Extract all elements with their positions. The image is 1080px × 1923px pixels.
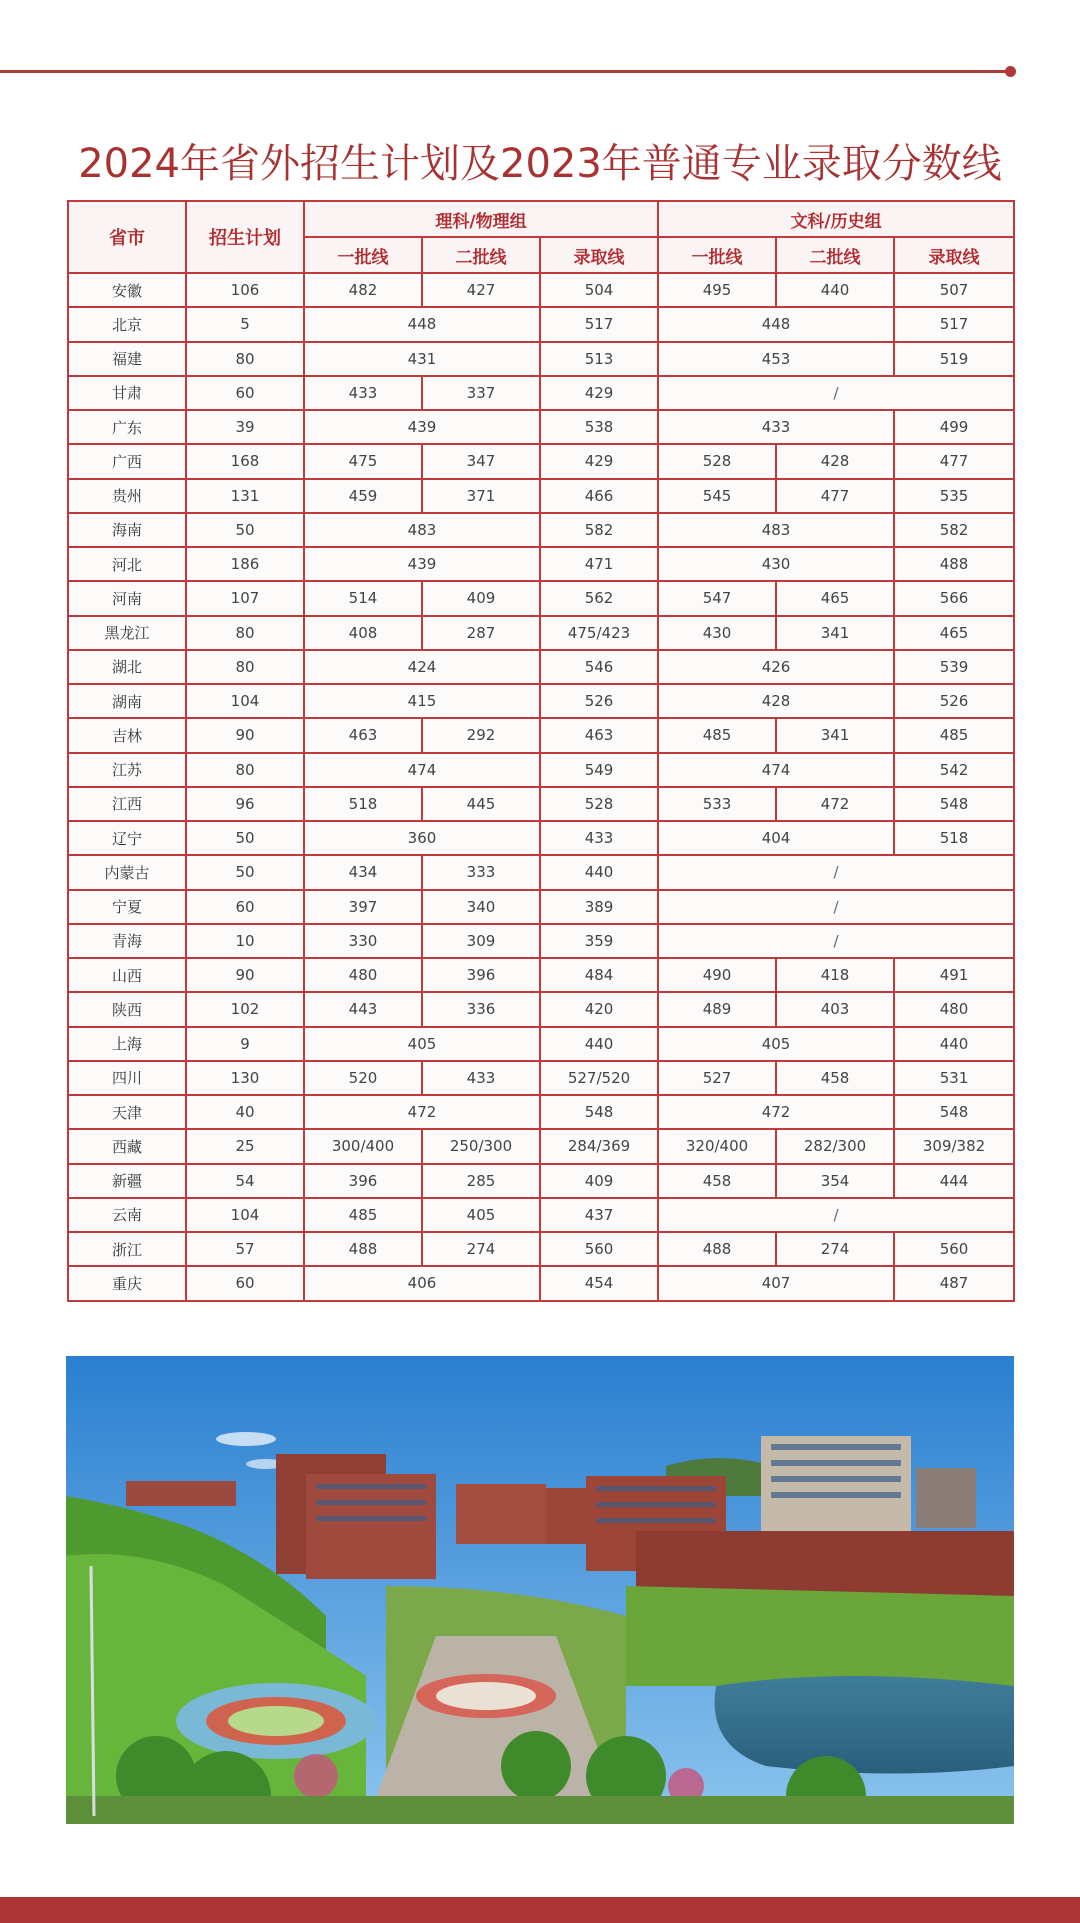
science-second-batch-cell: 333 <box>422 855 540 889</box>
arts-batch-line-cell: 426 <box>658 650 894 684</box>
plan-cell: 5 <box>186 307 304 341</box>
table-row <box>68 924 1014 958</box>
science-batch-line-cell: 424 <box>304 650 540 684</box>
arts-admission-cell: 487 <box>894 1266 1014 1300</box>
header-arts-admission: 录取线 <box>894 237 1014 273</box>
province-cell: 广东 <box>68 410 186 444</box>
science-admission-cell: 437 <box>540 1198 658 1232</box>
science-admission-cell: 284/369 <box>540 1129 658 1163</box>
arts-second-batch-cell: 477 <box>776 479 894 513</box>
plan-cell: 50 <box>186 821 304 855</box>
science-admission-cell: 546 <box>540 650 658 684</box>
province-cell: 吉林 <box>68 718 186 752</box>
science-admission-cell: 538 <box>540 410 658 444</box>
plan-cell: 104 <box>186 1198 304 1232</box>
table-row <box>68 616 1014 650</box>
plan-cell: 60 <box>186 376 304 410</box>
science-first-batch-cell: 443 <box>304 992 422 1026</box>
page-title: 2024年省外招生计划及2023年普通专业录取分数线 <box>78 141 1002 187</box>
science-second-batch-cell: 285 <box>422 1164 540 1198</box>
arts-admission-cell: 548 <box>894 787 1014 821</box>
plan-cell: 186 <box>186 547 304 581</box>
arts-admission-cell: 548 <box>894 1095 1014 1129</box>
arts-second-batch-cell: 403 <box>776 992 894 1026</box>
plan-cell: 90 <box>186 718 304 752</box>
table-row <box>68 1061 1014 1095</box>
arts-second-batch-cell: 418 <box>776 958 894 992</box>
plan-cell: 50 <box>186 855 304 889</box>
province-cell: 浙江 <box>68 1232 186 1266</box>
arts-not-applicable-cell: / <box>658 855 1014 889</box>
province-cell: 福建 <box>68 342 186 376</box>
arts-admission-cell: 582 <box>894 513 1014 547</box>
arts-admission-cell: 485 <box>894 718 1014 752</box>
arts-admission-cell: 507 <box>894 273 1014 307</box>
science-admission-cell: 409 <box>540 1164 658 1198</box>
arts-first-batch-cell: 485 <box>658 718 776 752</box>
arts-first-batch-cell: 545 <box>658 479 776 513</box>
science-batch-line-cell: 448 <box>304 307 540 341</box>
science-admission-cell: 429 <box>540 376 658 410</box>
arts-batch-line-cell: 448 <box>658 307 894 341</box>
header-province: 省市 <box>68 201 186 273</box>
province-cell: 黑龙江 <box>68 616 186 650</box>
arts-admission-cell: 477 <box>894 444 1014 478</box>
science-batch-line-cell: 415 <box>304 684 540 718</box>
plan-cell: 25 <box>186 1129 304 1163</box>
science-admission-cell: 471 <box>540 547 658 581</box>
science-first-batch-cell: 482 <box>304 273 422 307</box>
arts-second-batch-cell: 274 <box>776 1232 894 1266</box>
science-first-batch-cell: 520 <box>304 1061 422 1095</box>
plan-cell: 106 <box>186 273 304 307</box>
arts-first-batch-cell: 547 <box>658 581 776 615</box>
arts-first-batch-cell: 528 <box>658 444 776 478</box>
campus-photo <box>66 1356 1014 1824</box>
table-row <box>68 1198 1014 1232</box>
plan-cell: 168 <box>186 444 304 478</box>
plan-cell: 107 <box>186 581 304 615</box>
table-row <box>68 890 1014 924</box>
header-science-second-batch: 二批线 <box>422 237 540 273</box>
plan-cell: 80 <box>186 650 304 684</box>
table-row <box>68 376 1014 410</box>
science-admission-cell: 562 <box>540 581 658 615</box>
plan-cell: 130 <box>186 1061 304 1095</box>
science-admission-cell: 517 <box>540 307 658 341</box>
science-admission-cell: 526 <box>540 684 658 718</box>
plan-cell: 9 <box>186 1027 304 1061</box>
table-row <box>68 273 1014 307</box>
table-row <box>68 1266 1014 1300</box>
province-cell: 广西 <box>68 444 186 478</box>
arts-second-batch-cell: 282/300 <box>776 1129 894 1163</box>
table-row <box>68 1129 1014 1163</box>
science-admission-cell: 389 <box>540 890 658 924</box>
table-row <box>68 444 1014 478</box>
top-rule-dot <box>1005 66 1016 77</box>
arts-admission-cell: 531 <box>894 1061 1014 1095</box>
science-batch-line-cell: 439 <box>304 547 540 581</box>
arts-admission-cell: 444 <box>894 1164 1014 1198</box>
plan-cell: 80 <box>186 616 304 650</box>
province-cell: 海南 <box>68 513 186 547</box>
arts-second-batch-cell: 465 <box>776 581 894 615</box>
science-admission-cell: 528 <box>540 787 658 821</box>
plan-cell: 50 <box>186 513 304 547</box>
arts-batch-line-cell: 407 <box>658 1266 894 1300</box>
province-cell: 宁夏 <box>68 890 186 924</box>
plan-cell: 80 <box>186 753 304 787</box>
header-arts-group: 文科/历史组 <box>658 201 1014 237</box>
province-cell: 新疆 <box>68 1164 186 1198</box>
province-cell: 贵州 <box>68 479 186 513</box>
arts-first-batch-cell: 527 <box>658 1061 776 1095</box>
plan-cell: 40 <box>186 1095 304 1129</box>
science-first-batch-cell: 485 <box>304 1198 422 1232</box>
province-cell: 北京 <box>68 307 186 341</box>
plan-cell: 60 <box>186 1266 304 1300</box>
arts-first-batch-cell: 490 <box>658 958 776 992</box>
arts-admission-cell: 560 <box>894 1232 1014 1266</box>
province-cell: 云南 <box>68 1198 186 1232</box>
science-first-batch-cell: 396 <box>304 1164 422 1198</box>
header-science-group: 理科/物理组 <box>304 201 658 237</box>
science-first-batch-cell: 434 <box>304 855 422 889</box>
arts-admission-cell: 519 <box>894 342 1014 376</box>
table-row <box>68 1095 1014 1129</box>
arts-batch-line-cell: 472 <box>658 1095 894 1129</box>
province-cell: 青海 <box>68 924 186 958</box>
arts-batch-line-cell: 453 <box>658 342 894 376</box>
table-row <box>68 547 1014 581</box>
header-arts-second-batch: 二批线 <box>776 237 894 273</box>
arts-first-batch-cell: 458 <box>658 1164 776 1198</box>
plan-cell: 104 <box>186 684 304 718</box>
table-row <box>68 992 1014 1026</box>
arts-admission-cell: 517 <box>894 307 1014 341</box>
province-cell: 重庆 <box>68 1266 186 1300</box>
arts-second-batch-cell: 341 <box>776 616 894 650</box>
science-second-batch-cell: 427 <box>422 273 540 307</box>
plan-cell: 96 <box>186 787 304 821</box>
science-first-batch-cell: 480 <box>304 958 422 992</box>
province-cell: 安徽 <box>68 273 186 307</box>
arts-admission-cell: 526 <box>894 684 1014 718</box>
province-cell: 天津 <box>68 1095 186 1129</box>
table-row <box>68 821 1014 855</box>
arts-admission-cell: 488 <box>894 547 1014 581</box>
table-header <box>68 201 1014 273</box>
science-batch-line-cell: 431 <box>304 342 540 376</box>
table-row <box>68 513 1014 547</box>
table-row <box>68 342 1014 376</box>
science-second-batch-cell: 336 <box>422 992 540 1026</box>
admission-table <box>67 200 1015 1302</box>
plan-cell: 131 <box>186 479 304 513</box>
science-second-batch-cell: 340 <box>422 890 540 924</box>
science-first-batch-cell: 463 <box>304 718 422 752</box>
table-row <box>68 479 1014 513</box>
arts-admission-cell: 566 <box>894 581 1014 615</box>
campus-photo-illustration <box>66 1356 1014 1824</box>
arts-first-batch-cell: 489 <box>658 992 776 1026</box>
science-admission-cell: 475/423 <box>540 616 658 650</box>
arts-second-batch-cell: 472 <box>776 787 894 821</box>
table-row <box>68 855 1014 889</box>
arts-second-batch-cell: 440 <box>776 273 894 307</box>
arts-second-batch-cell: 341 <box>776 718 894 752</box>
arts-batch-line-cell: 430 <box>658 547 894 581</box>
province-cell: 江苏 <box>68 753 186 787</box>
header-science-first-batch: 一批线 <box>304 237 422 273</box>
arts-admission-cell: 542 <box>894 753 1014 787</box>
science-second-batch-cell: 409 <box>422 581 540 615</box>
arts-admission-cell: 518 <box>894 821 1014 855</box>
science-batch-line-cell: 406 <box>304 1266 540 1300</box>
arts-admission-cell: 499 <box>894 410 1014 444</box>
province-cell: 江西 <box>68 787 186 821</box>
science-second-batch-cell: 287 <box>422 616 540 650</box>
science-batch-line-cell: 474 <box>304 753 540 787</box>
arts-admission-cell: 480 <box>894 992 1014 1026</box>
province-cell: 山西 <box>68 958 186 992</box>
plan-cell: 80 <box>186 342 304 376</box>
science-admission-cell: 582 <box>540 513 658 547</box>
science-admission-cell: 549 <box>540 753 658 787</box>
arts-first-batch-cell: 320/400 <box>658 1129 776 1163</box>
science-admission-cell: 433 <box>540 821 658 855</box>
arts-first-batch-cell: 533 <box>658 787 776 821</box>
science-admission-cell: 429 <box>540 444 658 478</box>
arts-admission-cell: 491 <box>894 958 1014 992</box>
table-row <box>68 410 1014 444</box>
province-cell: 四川 <box>68 1061 186 1095</box>
science-first-batch-cell: 433 <box>304 376 422 410</box>
science-second-batch-cell: 250/300 <box>422 1129 540 1163</box>
plan-cell: 60 <box>186 890 304 924</box>
header-science-admission: 录取线 <box>540 237 658 273</box>
province-cell: 内蒙古 <box>68 855 186 889</box>
arts-not-applicable-cell: / <box>658 1198 1014 1232</box>
science-second-batch-cell: 405 <box>422 1198 540 1232</box>
table-row <box>68 718 1014 752</box>
science-first-batch-cell: 518 <box>304 787 422 821</box>
science-batch-line-cell: 483 <box>304 513 540 547</box>
science-second-batch-cell: 347 <box>422 444 540 478</box>
science-second-batch-cell: 396 <box>422 958 540 992</box>
province-cell: 甘肃 <box>68 376 186 410</box>
science-admission-cell: 463 <box>540 718 658 752</box>
plan-cell: 90 <box>186 958 304 992</box>
science-second-batch-cell: 445 <box>422 787 540 821</box>
province-cell: 陕西 <box>68 992 186 1026</box>
table-row <box>68 650 1014 684</box>
table-row <box>68 958 1014 992</box>
science-batch-line-cell: 472 <box>304 1095 540 1129</box>
plan-cell: 102 <box>186 992 304 1026</box>
header-plan: 招生计划 <box>186 201 304 273</box>
top-rule <box>0 70 1012 73</box>
plan-cell: 10 <box>186 924 304 958</box>
arts-admission-cell: 539 <box>894 650 1014 684</box>
table-body <box>68 273 1014 1301</box>
arts-admission-cell: 309/382 <box>894 1129 1014 1163</box>
science-admission-cell: 527/520 <box>540 1061 658 1095</box>
arts-not-applicable-cell: / <box>658 376 1014 410</box>
table-row <box>68 753 1014 787</box>
science-admission-cell: 560 <box>540 1232 658 1266</box>
science-batch-line-cell: 439 <box>304 410 540 444</box>
table-row <box>68 1027 1014 1061</box>
province-cell: 湖北 <box>68 650 186 684</box>
arts-batch-line-cell: 433 <box>658 410 894 444</box>
science-admission-cell: 359 <box>540 924 658 958</box>
arts-batch-line-cell: 405 <box>658 1027 894 1061</box>
science-second-batch-cell: 292 <box>422 718 540 752</box>
province-cell: 辽宁 <box>68 821 186 855</box>
arts-admission-cell: 465 <box>894 616 1014 650</box>
science-admission-cell: 504 <box>540 273 658 307</box>
plan-cell: 57 <box>186 1232 304 1266</box>
science-admission-cell: 440 <box>540 1027 658 1061</box>
arts-admission-cell: 535 <box>894 479 1014 513</box>
arts-batch-line-cell: 428 <box>658 684 894 718</box>
arts-first-batch-cell: 488 <box>658 1232 776 1266</box>
arts-second-batch-cell: 354 <box>776 1164 894 1198</box>
science-second-batch-cell: 433 <box>422 1061 540 1095</box>
plan-cell: 39 <box>186 410 304 444</box>
science-second-batch-cell: 337 <box>422 376 540 410</box>
science-admission-cell: 466 <box>540 479 658 513</box>
science-admission-cell: 420 <box>540 992 658 1026</box>
science-second-batch-cell: 274 <box>422 1232 540 1266</box>
arts-batch-line-cell: 483 <box>658 513 894 547</box>
science-second-batch-cell: 309 <box>422 924 540 958</box>
table-row <box>68 684 1014 718</box>
province-cell: 西藏 <box>68 1129 186 1163</box>
arts-second-batch-cell: 428 <box>776 444 894 478</box>
science-admission-cell: 454 <box>540 1266 658 1300</box>
science-batch-line-cell: 405 <box>304 1027 540 1061</box>
table-row <box>68 307 1014 341</box>
arts-batch-line-cell: 474 <box>658 753 894 787</box>
arts-admission-cell: 440 <box>894 1027 1014 1061</box>
science-first-batch-cell: 475 <box>304 444 422 478</box>
science-admission-cell: 484 <box>540 958 658 992</box>
province-cell: 上海 <box>68 1027 186 1061</box>
science-first-batch-cell: 514 <box>304 581 422 615</box>
science-first-batch-cell: 300/400 <box>304 1129 422 1163</box>
table-row <box>68 787 1014 821</box>
science-first-batch-cell: 408 <box>304 616 422 650</box>
science-admission-cell: 548 <box>540 1095 658 1129</box>
header-arts-first-batch: 一批线 <box>658 237 776 273</box>
arts-not-applicable-cell: / <box>658 890 1014 924</box>
science-batch-line-cell: 360 <box>304 821 540 855</box>
bottom-bar <box>0 1897 1080 1923</box>
science-first-batch-cell: 488 <box>304 1232 422 1266</box>
arts-batch-line-cell: 404 <box>658 821 894 855</box>
science-admission-cell: 440 <box>540 855 658 889</box>
plan-cell: 54 <box>186 1164 304 1198</box>
table-row <box>68 1164 1014 1198</box>
science-second-batch-cell: 371 <box>422 479 540 513</box>
science-first-batch-cell: 397 <box>304 890 422 924</box>
province-cell: 河北 <box>68 547 186 581</box>
table-row <box>68 581 1014 615</box>
science-first-batch-cell: 459 <box>304 479 422 513</box>
arts-second-batch-cell: 458 <box>776 1061 894 1095</box>
arts-first-batch-cell: 495 <box>658 273 776 307</box>
province-cell: 湖南 <box>68 684 186 718</box>
table-row <box>68 1232 1014 1266</box>
science-admission-cell: 513 <box>540 342 658 376</box>
arts-first-batch-cell: 430 <box>658 616 776 650</box>
science-first-batch-cell: 330 <box>304 924 422 958</box>
arts-not-applicable-cell: / <box>658 924 1014 958</box>
province-cell: 河南 <box>68 581 186 615</box>
